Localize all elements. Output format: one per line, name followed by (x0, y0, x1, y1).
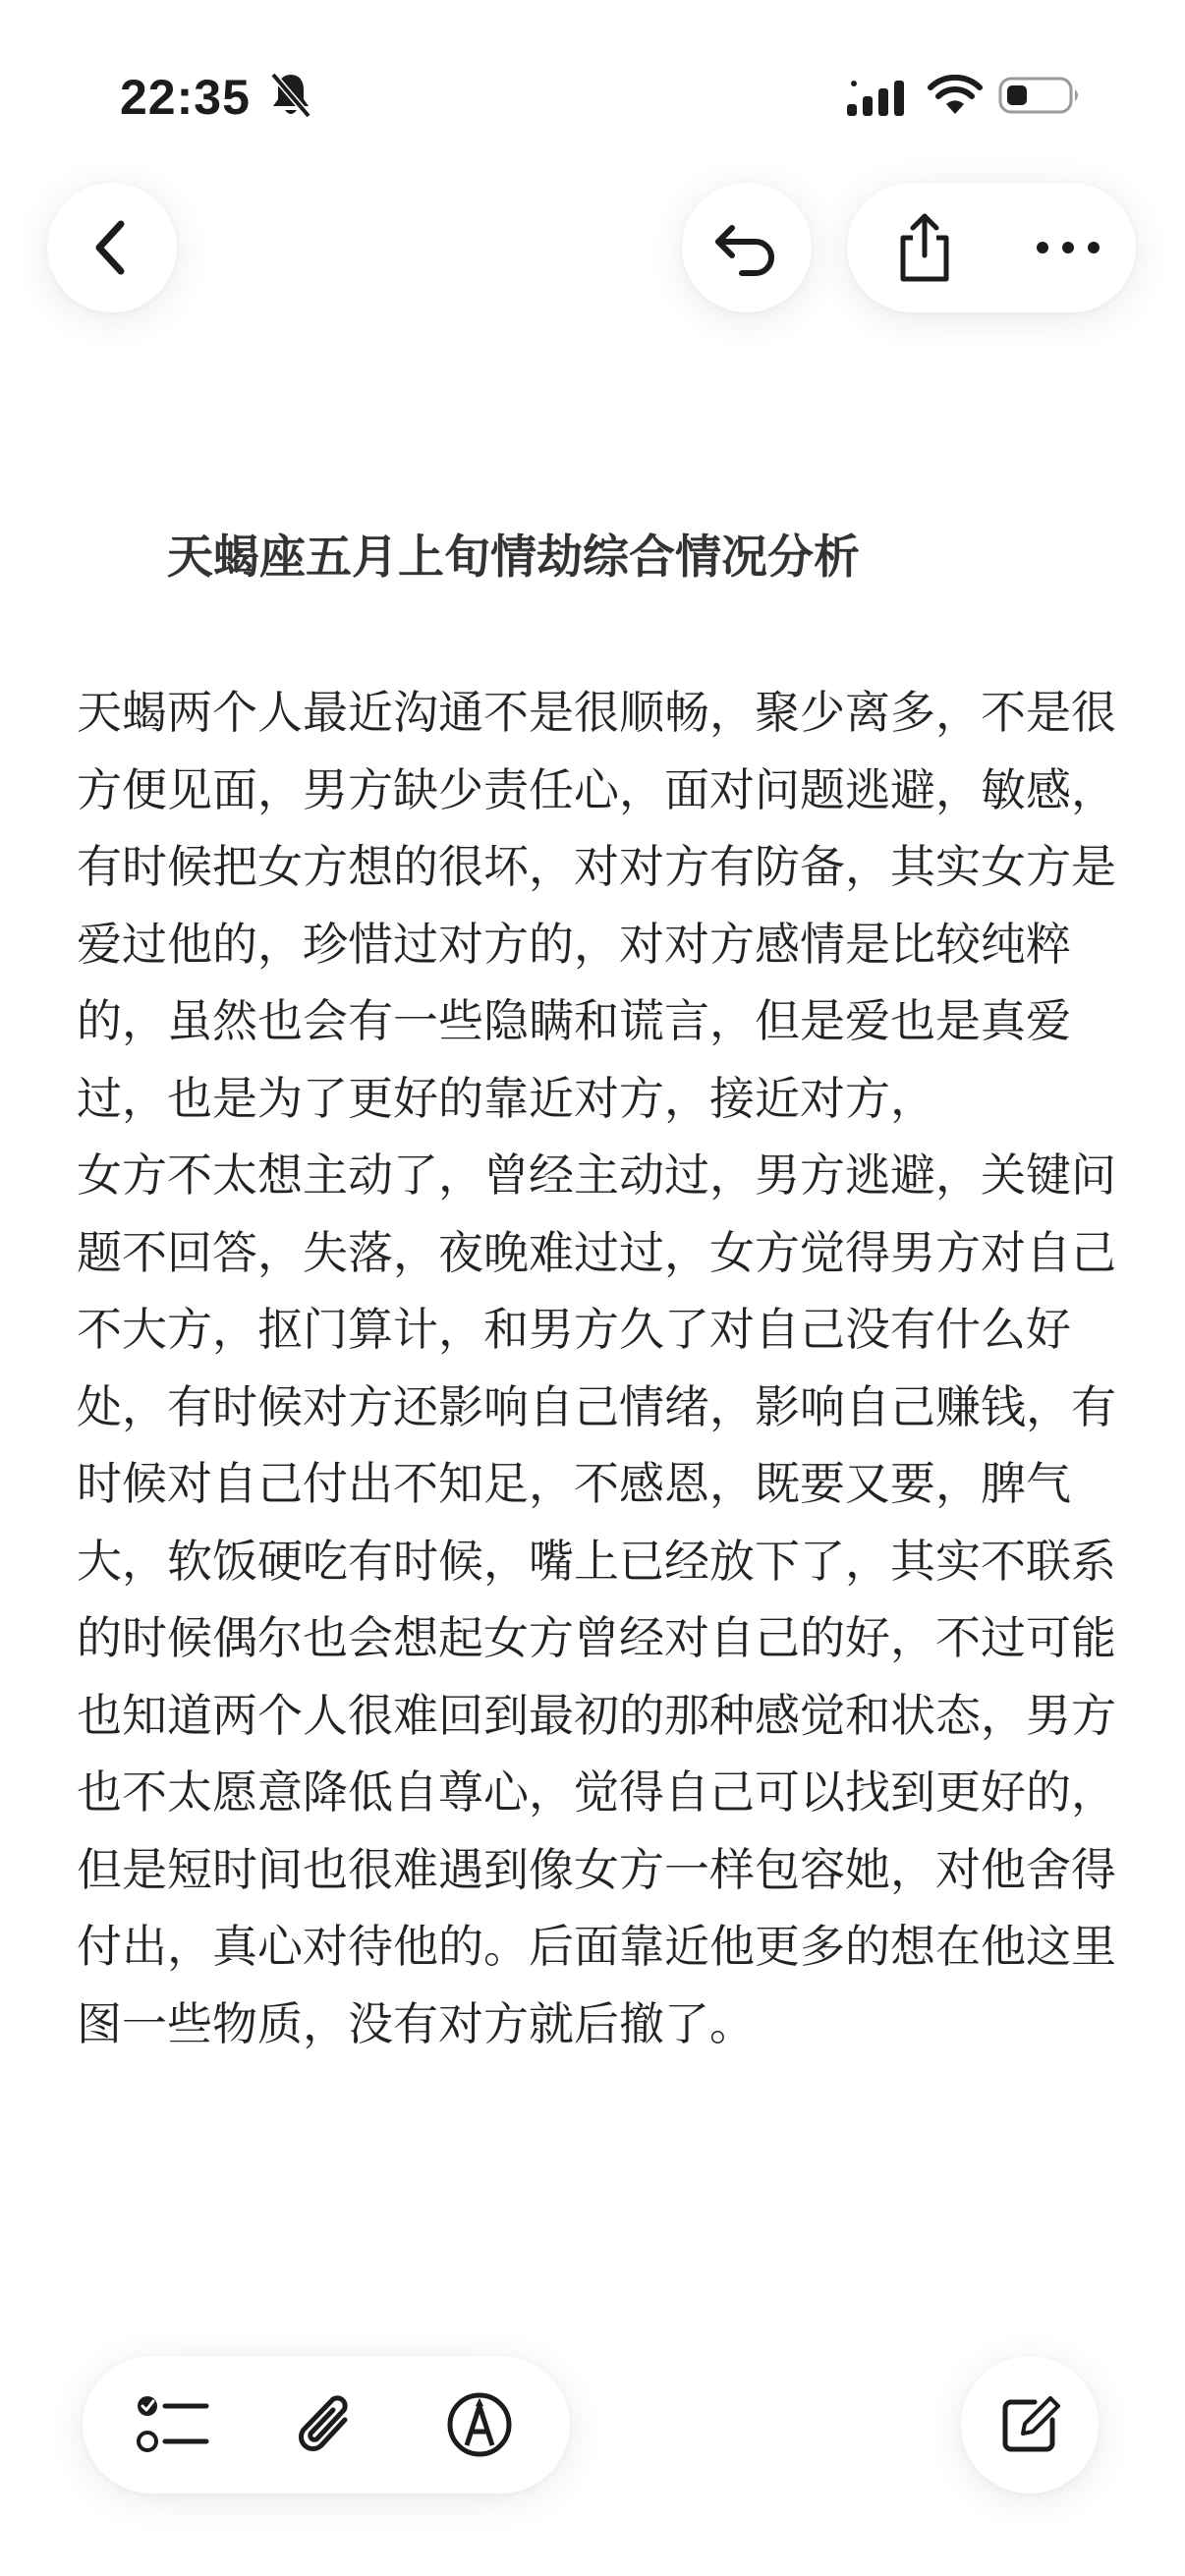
note-paragraph: 女方不太想主动了，曾经主动过，男方逃避，关键问题不回答，失落，夜晚难过过，女方觉得男方对自己不大方，抠门算计，和男方久了对自己没有什么好处，有时候对方还影响自己情绪，影响自己赚钱，有时候对自己付出不知足，不感恩，既要又要，脾气大，软饭硬吃有时候，嘴上已经放下了，其实不联系的时候偶尔也会想起女方曾经对自己的好，不过可能也知道两个人很难回到最初的那种感觉和状态，男方也不太愿意降低自尊心，觉得自己可以找到更好的，但是短时间也很难遇到像女方一样包容她，对他舍得付出，真心对待他的。后面靠近他更多的想在他这里图一些物质，没有对方就后撤了。 (77, 1148, 1116, 2050)
status-time: 22:35 (120, 70, 251, 125)
note-body[interactable] (77, 674, 1118, 2062)
undo-button[interactable] (682, 183, 812, 312)
more-button[interactable] (1008, 183, 1128, 312)
share-icon (893, 210, 956, 285)
note-title[interactable]: 天蝎座五月上旬情劫综合情况分析 (167, 531, 860, 585)
undo-icon (712, 218, 781, 277)
compose-button[interactable] (961, 2356, 1099, 2493)
chevron-left-icon (87, 218, 137, 277)
compose-icon (997, 2392, 1062, 2457)
paperclip-icon (294, 2390, 359, 2459)
ellipsis-icon (1034, 238, 1102, 257)
wifi-icon (928, 75, 983, 116)
back-button[interactable] (47, 183, 177, 312)
battery-icon (998, 75, 1083, 116)
share-button[interactable] (865, 183, 985, 312)
bell-slash-icon (269, 71, 312, 120)
checklist-button[interactable] (104, 2356, 242, 2493)
share-more-group (847, 183, 1136, 312)
note-paragraph: 天蝎两个人最近沟通不是很顺畅，聚少离多，不是很方便见面，男方缺少责任心，面对问题逃避，敏感，有时候把女方想的很坏，对对方有防备，其实女方是爱过他的，珍惜过对方的，对对方感情是比较纯粹的，虽然也会有一些隐瞒和谎言，但是爱也是真爱过，也是为了更好的靠近对方，接近对方， (77, 686, 1116, 1125)
checklist-icon (136, 2392, 210, 2457)
attach-button[interactable] (257, 2356, 395, 2493)
cellular-signal-icon (847, 79, 910, 118)
bottom-toolbar (83, 2356, 570, 2493)
status-bar (0, 0, 1185, 167)
markup-pen-icon (445, 2390, 514, 2459)
markup-button[interactable] (411, 2356, 548, 2493)
